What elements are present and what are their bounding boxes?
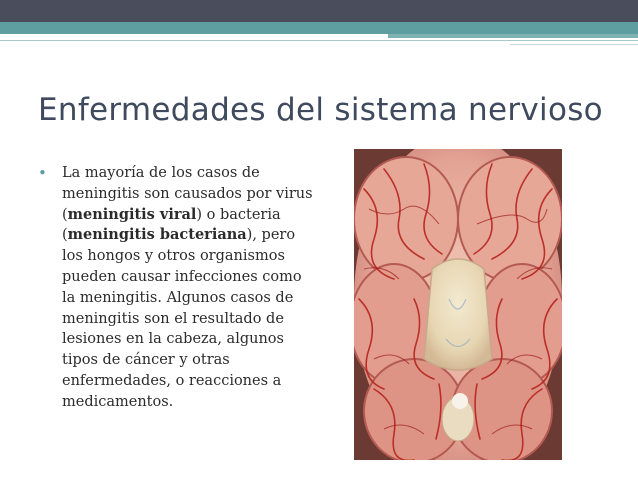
brain-photo	[354, 149, 562, 460]
bullet-bold-term: meningitis bacteriana	[67, 226, 247, 244]
bullet-marker: •	[38, 164, 47, 182]
bullet-bold-term: meningitis viral	[67, 205, 197, 223]
header-divider	[0, 40, 638, 41]
bullet-text-segment: ), pero los hongos y otros organismos pueden causar infecciones como la meningitis. Algunos casos de meningitis son el resultado de lesiones en la cabeza, algunos tipos de cáncer y otras enfermedades, o reacciones a medicamentos.	[62, 227, 302, 410]
header-dark-band	[0, 0, 638, 22]
bullet-text-segment: La mayoría de los casos de meningitis son causados por virus (	[62, 165, 313, 223]
slide-title: Enfermedades del sistema nervioso	[38, 92, 603, 128]
header-teal-band	[0, 22, 638, 34]
bullet-list	[38, 163, 313, 413]
bullet-item	[62, 163, 313, 413]
header-teal-accent	[388, 34, 638, 38]
bullet-text-segment: ) o bacteria (	[62, 206, 281, 244]
header-divider-accent	[510, 44, 638, 45]
brain-illustration	[354, 149, 562, 460]
